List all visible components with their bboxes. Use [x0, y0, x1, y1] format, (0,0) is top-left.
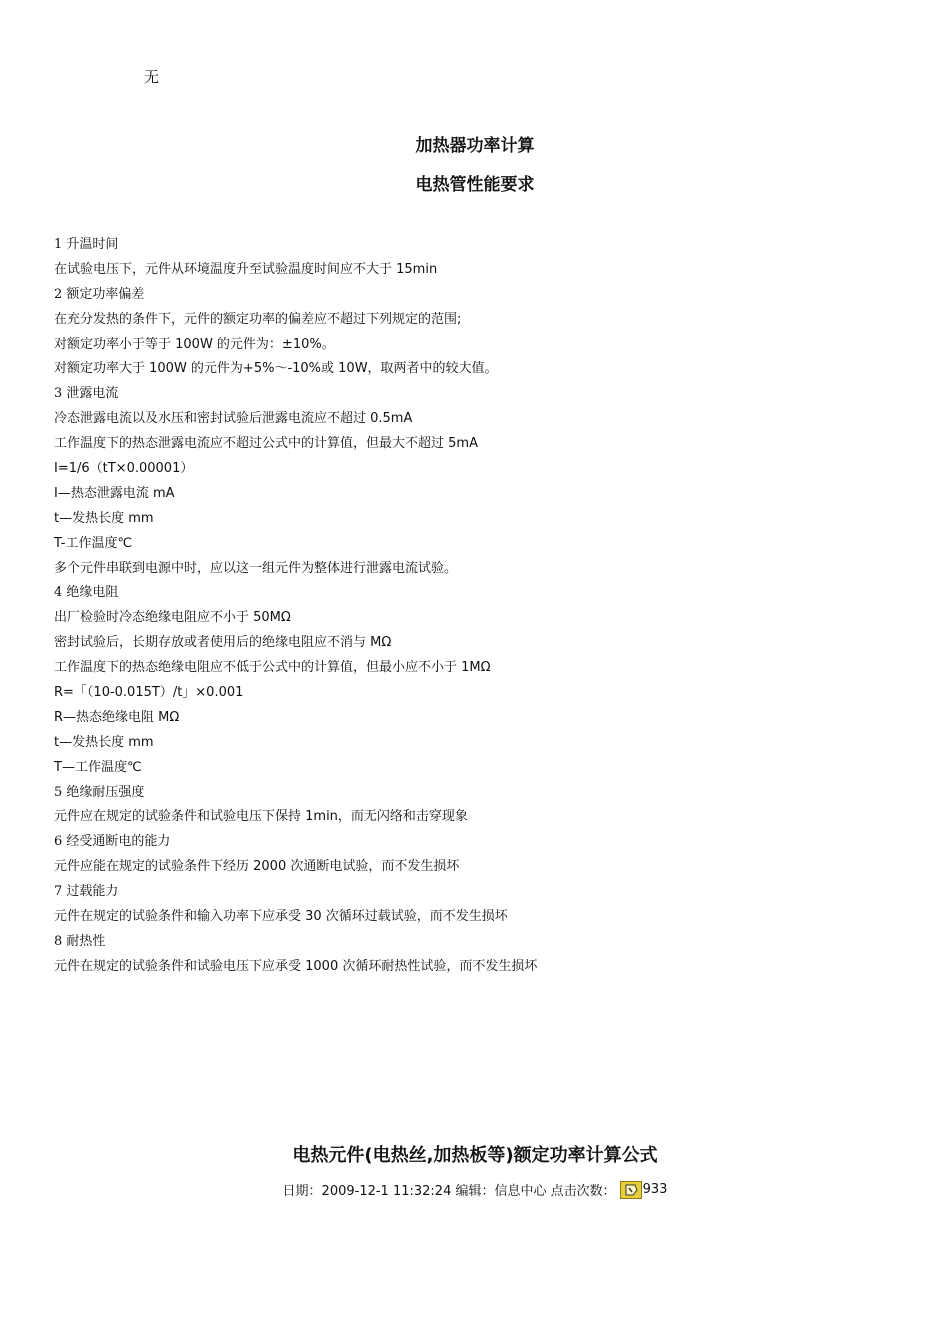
article-title: 电热元件(电热丝,加热板等)额定功率计算公式	[292, 1145, 658, 1166]
body-line: 出厂检验时冷态绝缘电阻应不小于 50MΩ	[54, 610, 291, 626]
body-line: 对额定功率大于 100W 的元件为+5%～-10%或 10W，取两者中的较大值。	[54, 361, 498, 377]
body-line: R=「（10-0.015T）/t」×0.001	[54, 685, 244, 701]
body-line: 在试验电压下，元件从环境温度升至试验温度时间应不大于 15min	[54, 261, 438, 277]
section-heading: 3 泄露电流	[54, 386, 119, 402]
body-line: 冷态泄露电流以及水压和密封试验后泄露电流应不超过 0.5mA	[54, 411, 413, 427]
section-heading: 4 绝缘电阻	[54, 585, 119, 601]
body-line: I—热态泄露电流 mA	[54, 485, 175, 501]
body-line: 元件应能在规定的试验条件下经历 2000 次通断电试验，而不发生损坏	[54, 859, 460, 875]
hit-count: 933	[642, 1182, 668, 1197]
body-line: I=1/6（tT×0.00001）	[54, 461, 194, 477]
section-heading: 1 升温时间	[54, 237, 119, 252]
body-line: T—工作温度℃	[54, 759, 142, 775]
body-line: T-工作温度℃	[54, 535, 133, 551]
body-line: t—发热长度 mm	[54, 510, 154, 526]
body-line: 多个元件串联到电源中时，应以这一组元件为整体进行泄露电流试验。	[54, 560, 458, 576]
section-heading: 7 过载能力	[54, 884, 119, 900]
body-line: 对额定功率小于等于 100W 的元件为：±10%。	[54, 336, 335, 352]
body-line: 元件在规定的试验条件和输入功率下应承受 30 次循环过载试验，而不发生损坏	[54, 909, 508, 925]
body-line: 在充分发热的条件下，元件的额定功率的偏差应不超过下列规定的范围;	[54, 311, 462, 327]
body-line: 工作温度下的热态泄露电流应不超过公式中的计算值，但最大不超过 5mA	[54, 436, 478, 452]
body-line: 元件应在规定的试验条件和试验电压下保持 1min，而无闪络和击穿现象	[54, 809, 468, 825]
body-line: 密封试验后，长期存放或者使用后的绝缘电阻应不消与 MΩ	[54, 635, 392, 651]
section-heading: 8 耐热性	[54, 933, 106, 949]
page-subtitle: 电热管性能要求	[415, 175, 535, 195]
section-heading: 6 经受通断电的能力	[54, 834, 171, 850]
corner-note: 无	[144, 68, 160, 86]
section-heading: 5 绝缘耐压强度	[54, 784, 145, 800]
body-line: R—热态绝缘电阻 MΩ	[54, 709, 180, 725]
body-line: 工作温度下的热态绝缘电阻应不低于公式中的计算值，但最小应不小于 1MΩ	[54, 660, 491, 676]
body-line: 元件在规定的试验条件和试验电压下应承受 1000 次循环耐热性试验，而不发生损坏	[54, 958, 538, 974]
body-line: t—发热长度 mm	[54, 734, 154, 750]
article-meta	[0, 1180, 950, 1199]
requirements-list	[54, 235, 914, 982]
article-meta-text: 日期：2009-12-1 11:32:24 编辑：信息中心 点击次数：	[282, 1184, 616, 1199]
page-title: 加热器功率计算	[415, 136, 535, 156]
counter-icon	[620, 1181, 642, 1199]
section-heading: 2 额定功率偏差	[54, 286, 145, 302]
